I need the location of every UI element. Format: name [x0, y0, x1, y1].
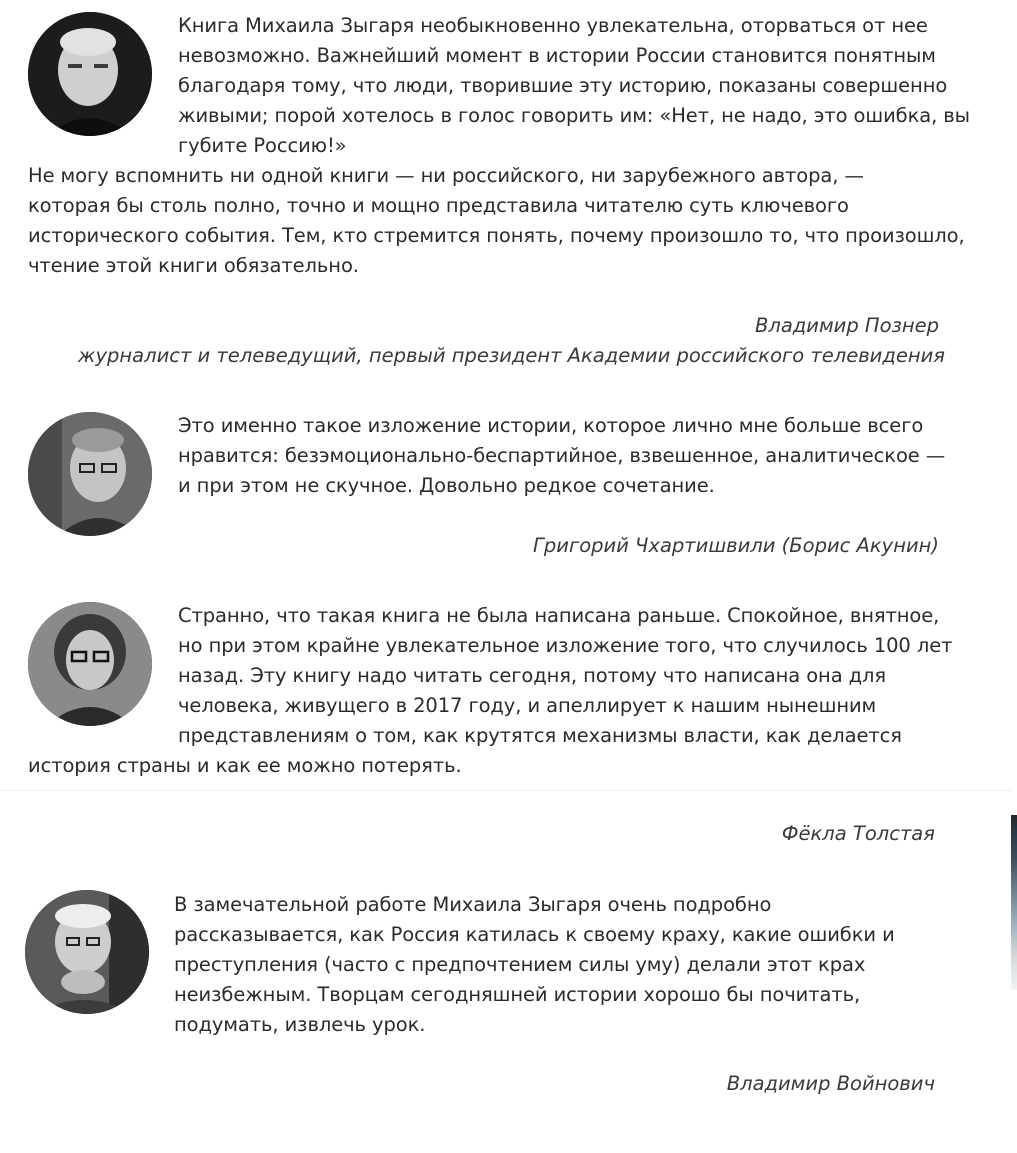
review-line: Это именно такое изложение истории, которое лично мне больше всего [178, 414, 924, 437]
review-line: В замечательной работе Михаила Зыгаря очень подробно [174, 893, 772, 916]
review-line: нравится: безэмоционально-беспартийное, взвешенное, аналитическое — [178, 444, 946, 467]
review-line: подумать, извлечь урок. [174, 1013, 426, 1036]
side-image-edge [1011, 815, 1017, 990]
review-line: рассказывается, как Россия катилась к своему краху, какие ошибки и [174, 923, 895, 946]
review-text [28, 11, 988, 281]
review-author: Владимир Войнович [726, 1072, 935, 1095]
review-line: губите Россию!» [178, 134, 347, 157]
review-line: человека, живущего в 2017 году, и апеллирует к нашим нынешним [178, 694, 877, 717]
review-author: Григорий Чхартишвили (Борис Акунин) [533, 534, 939, 557]
portrait-photo-icon [25, 890, 149, 1014]
review-text [28, 601, 988, 781]
review-line: которая бы столь полно, точно и мощно представила читателю суть ключевого [28, 194, 849, 217]
review-line: благодаря тому, что люди, творившие эту историю, показаны совершенно [178, 74, 948, 97]
review-line: история страны и как ее можно потерять. [28, 754, 462, 777]
review-line: живыми; порой хотелось в голос говорить им: «Нет, не надо, это ошибка, вы [178, 104, 970, 127]
review-line: Странно, что такая книга не была написана раньше. Спокойное, внятное, [178, 604, 940, 627]
divider [0, 790, 1012, 791]
review-line: назад. Эту книгу надо читать сегодня, потому что написана она для [178, 664, 887, 687]
review-line: Не могу вспомнить ни одной книги — ни российского, ни зарубежного автора, — [28, 164, 864, 187]
review-line: но при этом крайне увлекательное изложение того, что случилось 100 лет [178, 634, 953, 657]
avatar-akunin [28, 412, 152, 536]
review-author-role: журналист и телеведущий, первый президент Академии российского телевидения [77, 344, 945, 367]
review-line: преступления (часто с предпочтением силы уму) делали этот крах [174, 953, 866, 976]
review-author: Фёкла Толстая [781, 822, 935, 845]
review-author: Владимир Познер [755, 314, 939, 337]
review-text [174, 890, 974, 1040]
review-line: чтение этой книги обязательно. [28, 254, 359, 277]
review-line: и при этом не скучное. Довольно редкое сочетание. [178, 474, 715, 497]
review-line: Книга Михаила Зыгаря необыкновенно увлекательна, оторваться от нее [178, 14, 928, 37]
portrait-photo-icon [28, 412, 152, 536]
avatar-voinovich [25, 890, 149, 1014]
review-line: представлениям о том, как крутятся механизмы власти, как делается [178, 724, 902, 747]
review-line: невозможно. Важнейший момент в истории России становится понятным [178, 44, 936, 67]
review-text [178, 411, 978, 501]
review-line: неизбежным. Творцам сегодняшней истории хорошо бы почитать, [174, 983, 861, 1006]
review-line: исторического события. Тем, кто стремится понять, почему произошло то, что произошло, [28, 224, 965, 247]
